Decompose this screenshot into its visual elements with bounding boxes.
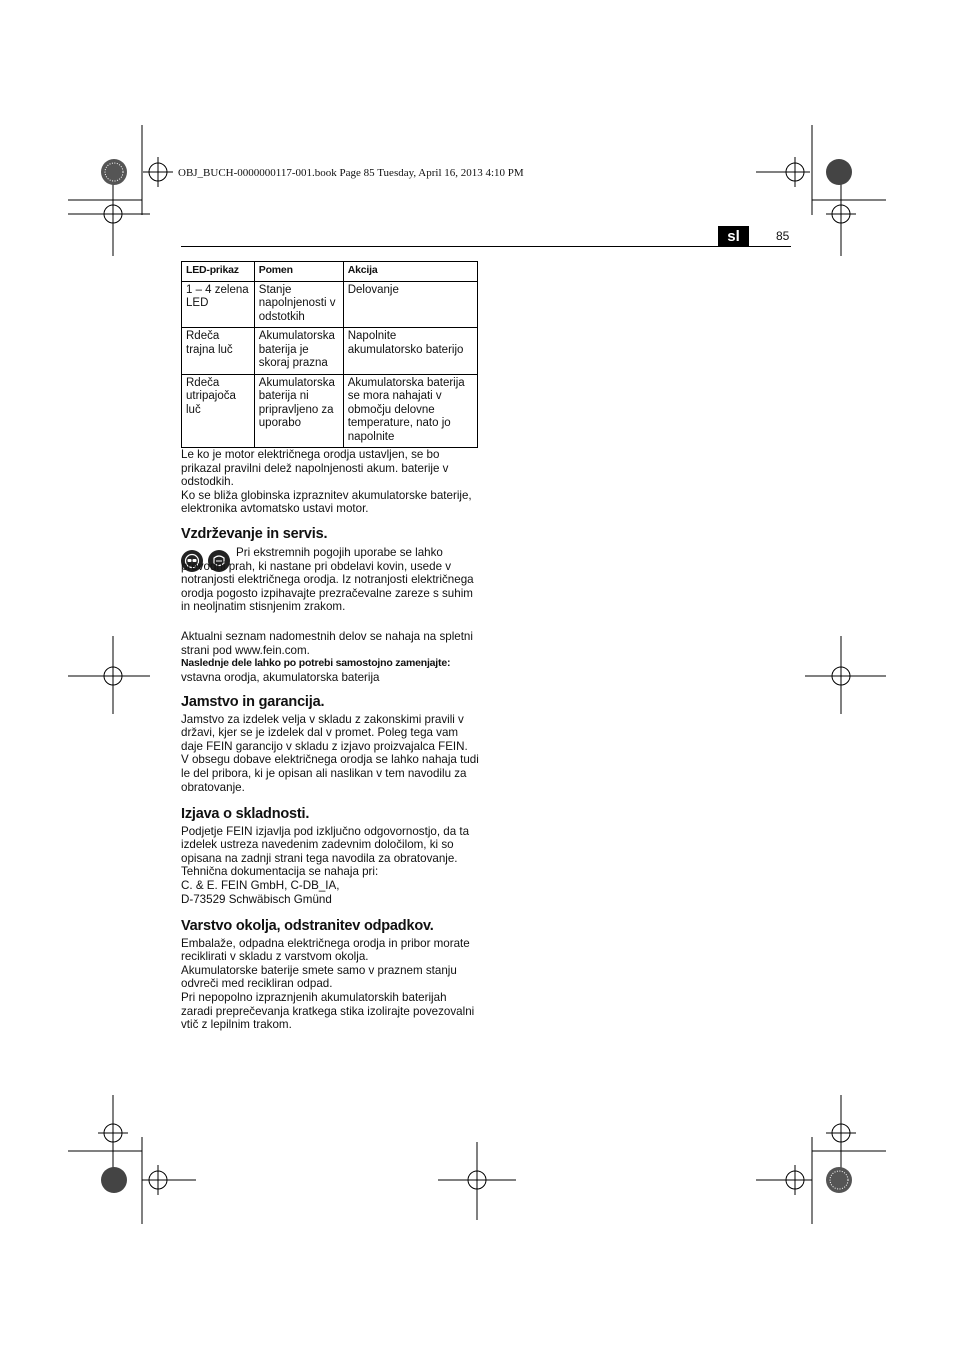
environment-text: Pri nepopolno izpraznjenih akumulatorskih baterijah zaradi preprečevanja kratkega stika izolirajte povezovalni vtič z lepilnim trakom. <box>181 990 475 1032</box>
conformity-section <box>181 808 479 906</box>
maintenance-section <box>181 528 479 542</box>
intro-paragraph: Le ko je motor električnega orodja ustavljen, se bo prikazal pravilni delež napolnjenosti akum. baterije v odstodkih. <box>181 448 449 489</box>
table-cell: Rdeča utripajoča luč <box>182 374 255 448</box>
table-row <box>182 281 478 328</box>
table-header-cell: Akcija <box>343 262 477 282</box>
maintenance-text: Pri ekstremnih pogojih uporabe se lahko prevodni prah, ki nastane pri obdelavi kovin, usede v notranjosti električnega orodja. Iz notranjosti električnega orodja pogosto izpihavajte prezračevalne zareze s suhim in neoljnatim stisnjenim zrakom. <box>181 546 474 614</box>
section-title: Vzdrževanje in servis. <box>181 526 328 542</box>
table-cell: Napolnite akumulatorsko baterijo <box>343 328 477 375</box>
table-cell: 1 – 4 zelena LED <box>182 281 255 328</box>
conformity-text: Tehnična dokumentacija se nahaja pri: <box>181 865 379 879</box>
table-cell: Akumulatorska baterija se mora nahajati v območju delovne temperature, nato jo napolnite <box>343 374 477 448</box>
table-cell: Stanje napolnjenosti v odstotkih <box>254 281 343 328</box>
section-title: Izjava o skladnosti. <box>181 806 310 822</box>
table-cell: Akumulatorska baterija ni pripravljeno za uporabo <box>254 374 343 448</box>
conformity-text: C. & E. FEIN GmbH, C-DB_IA, <box>181 878 340 892</box>
page-number: 85 <box>776 229 790 243</box>
warranty-section <box>181 696 479 794</box>
table-header-row <box>182 262 478 282</box>
environment-text: Akumulatorske baterije smete samo v praznem stanju odvreči med recikliran odpad. <box>181 963 457 991</box>
maintenance-parts: vstavna orodja, akumulatorska baterija <box>181 670 380 684</box>
conformity-text: Podjetje FEIN izjavlja pod izključno odgovornostjo, da ta izdelek ustreza navedenim zadevnim določilom, ki so opisana na zadnji strani tega navodila za obratovanje. <box>181 824 470 865</box>
section-title: Varstvo okolja, odstranitev odpadkov. <box>181 918 434 934</box>
language-badge: sl <box>718 226 749 247</box>
maintenance-text: Aktualni seznam nadomestnih delov se nahaja na spletni strani pod www.fein.com. <box>181 630 473 657</box>
print-header: OBJ_BUCH-0000000117-001.book Page 85 Tuesday, April 16, 2013 4:10 PM <box>178 167 524 179</box>
header-rule <box>181 246 791 247</box>
table-cell: Akumulatorska baterija je skoraj prazna <box>254 328 343 375</box>
table-cell: Delovanje <box>343 281 477 328</box>
environment-section <box>181 920 479 1032</box>
warranty-text: Jamstvo za izdelek velja v skladu z zakonskimi pravili v državi, kjer se je izdelek dal v promet. Poleg tega vam daje FEIN garancijo v skladu z izjavo proizvajalca FEIN. <box>181 712 468 753</box>
environment-text: Embalaže, odpadna električnega orodja in pribor morate reciklirati v skladu z varstvom okolja. <box>181 936 470 964</box>
table-row <box>182 374 478 448</box>
intro-paragraph: Ko se bliža globinska izpraznitev akumulatorske baterije, elektronika avtomatsko ustavi motor. <box>181 488 472 516</box>
table-cell: Rdeča trajna luč <box>182 328 255 375</box>
table-header-cell: Pomen <box>254 262 343 282</box>
maintenance-paragraph-1 <box>181 546 479 614</box>
table-header-cell: LED-prikaz <box>182 262 255 282</box>
maintenance-bold-line: Naslednje dele lahko po potrebi samostojno zamenjajte: <box>181 657 451 670</box>
maintenance-body <box>181 630 479 684</box>
intro-section <box>181 448 479 516</box>
conformity-text: D-73529 Schwäbisch Gmünd <box>181 892 332 906</box>
section-title: Jamstvo in garancija. <box>181 694 325 710</box>
table-row <box>182 328 478 375</box>
warranty-text: V obsegu dobave električnega orodja se lahko nahaja tudi le del pribora, ki je opisan ali naslikan v tem navodilu za obratovanje. <box>181 753 479 794</box>
led-table <box>181 261 478 448</box>
